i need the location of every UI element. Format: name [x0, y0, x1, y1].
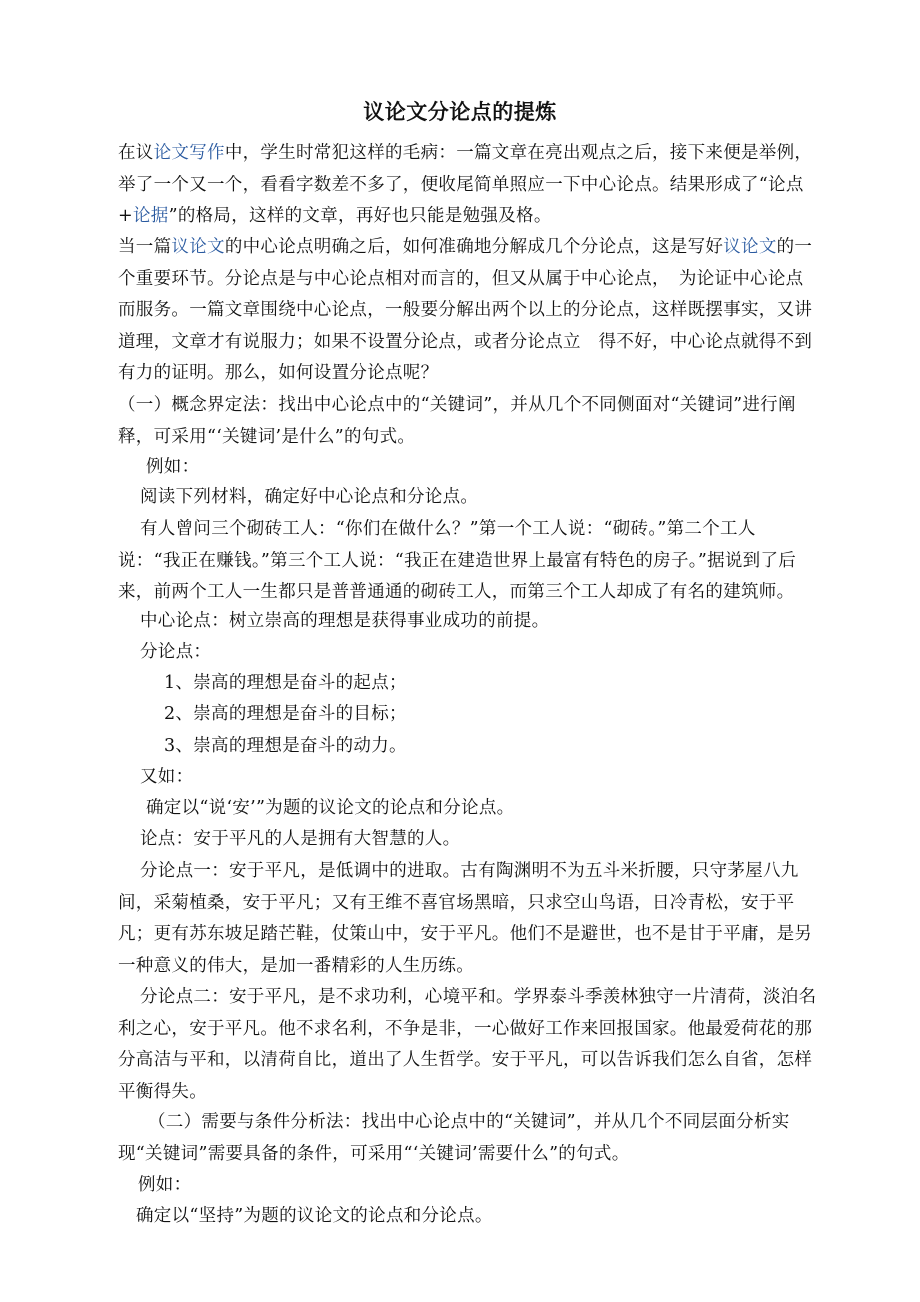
method2-example-label: 例如：: [138, 1175, 192, 1195]
sub-point-3: 3、崇高的理想是奋斗的动力。: [164, 736, 407, 756]
method1-instruction: 阅读下列材料，确定好中心论点和分论点。: [140, 487, 479, 507]
sub-point-2: 2、崇高的理想是奋斗的目标；: [164, 704, 407, 724]
intro-p1-text-b: 中，学生时常犯这样的毛病：一篇文章在亮出观点之后，接下来便是举例，举了一个又一个，看看字数差不多了，便收尾简单照应一下中心论点。结果形成了“论点+: [118, 143, 813, 226]
sub-point-one-paragraph: 分论点一：安于平凡，是低调中的进取。古有陶渊明不为五斗米折腰，只守茅屋八九间，采菊植桑，安于平凡；又有王维不喜官场黑暗，只求空山鸟语，日冷青松，安于平凡；更有苏东坡足踏芒鞋，仗策山中，安于平凡。他们不是避世，也不是甘于平庸，是另一种意义的伟大，是加一番精彩的人生历练。: [118, 861, 813, 976]
intro-paragraph-2: [118, 232, 818, 390]
again-label: 又如：: [140, 767, 194, 787]
link-argumentative-essay-1[interactable]: 议论文: [171, 237, 225, 257]
method1-example-label: 例如：: [146, 457, 200, 477]
intro-p2-text-a: 当一篇: [118, 237, 172, 257]
link-essay-writing[interactable]: 论文写作: [153, 143, 225, 163]
intro-p1-text-a: 在议: [118, 143, 154, 163]
task-2: 确定以“说‘安’”为题的议论文的论点和分论点。: [146, 798, 515, 818]
method1-sub-label: 分论点：: [140, 642, 212, 662]
link-evidence[interactable]: 论据: [132, 206, 169, 226]
intro-paragraph-1: [118, 138, 818, 233]
link-argumentative-essay-2[interactable]: 议论文: [723, 237, 777, 257]
intro-p1-text-c: ”的格局，这样的文章，再好也只能是勉强及格。: [168, 206, 552, 226]
method1-heading: （一）概念界定法：找出中心论点中的“关键词”，并从几个不同侧面对“关键词”进行阐释，可采用“‘关键词’是什么”的句式。: [118, 395, 796, 447]
method2-heading: （二）需要与条件分析法：找出中心论点中的“关键词”，并从几个不同层面分析实现“关键词”需要具备的条件，可采用“‘关键词’需要什么”的句式。: [118, 1112, 790, 1164]
document-title: 议论文分论点的提炼: [363, 100, 557, 124]
method1-central-thesis: 中心论点：树立崇高的理想是获得事业成功的前提。: [140, 611, 550, 631]
method1-story: 有人曾问三个砌砖工人：“你们在做什么？”第一个工人说：“砌砖。”第二个工人说：“我正在赚钱。”第三个工人说：“我正在建造世界上最富有特色的房子。”据说到了后来，前两个工人一生都只是普普通通的砌砖工人，而第三个工人却成了有名的建筑师。: [118, 519, 797, 602]
thesis-2: 论点：安于平凡的人是拥有大智慧的人。: [140, 829, 461, 849]
sub-point-two-paragraph: 分论点二：安于平凡，是不求功利，心境平和。学界泰斗季羡林独守一片清荷，淡泊名利之心，安于平凡。他不求名利，不争是非，一心做好工作来回报国家。他最爱荷花的那分高洁与平和，以清荷自比，道出了人生哲学。安于平凡，可以告诉我们怎么自省，怎样平衡得失。: [118, 987, 817, 1102]
intro-p2-text-b: 的中心论点明确之后，如何准确地分解成几个分论点，这是写好: [224, 237, 724, 257]
intro-p2-text-c: 的一个重要环节。分论点是与中心论点相对而言的，但又从属于中心论点， 为论证中心论点而服务。一篇文章围绕中心论点，一般要分解出两个以上的分论点，这样既摆事实，又讲道理，文章才有说服力；如果不设置分论点，或者分论点立 得不好，中心论点就得不到有力的证明。那么，如何设置分论点呢？: [118, 237, 813, 383]
sub-point-1: 1、崇高的理想是奋斗的起点；: [164, 673, 407, 693]
method2-task: 确定以“坚持”为题的议论文的论点和分论点。: [136, 1206, 493, 1226]
